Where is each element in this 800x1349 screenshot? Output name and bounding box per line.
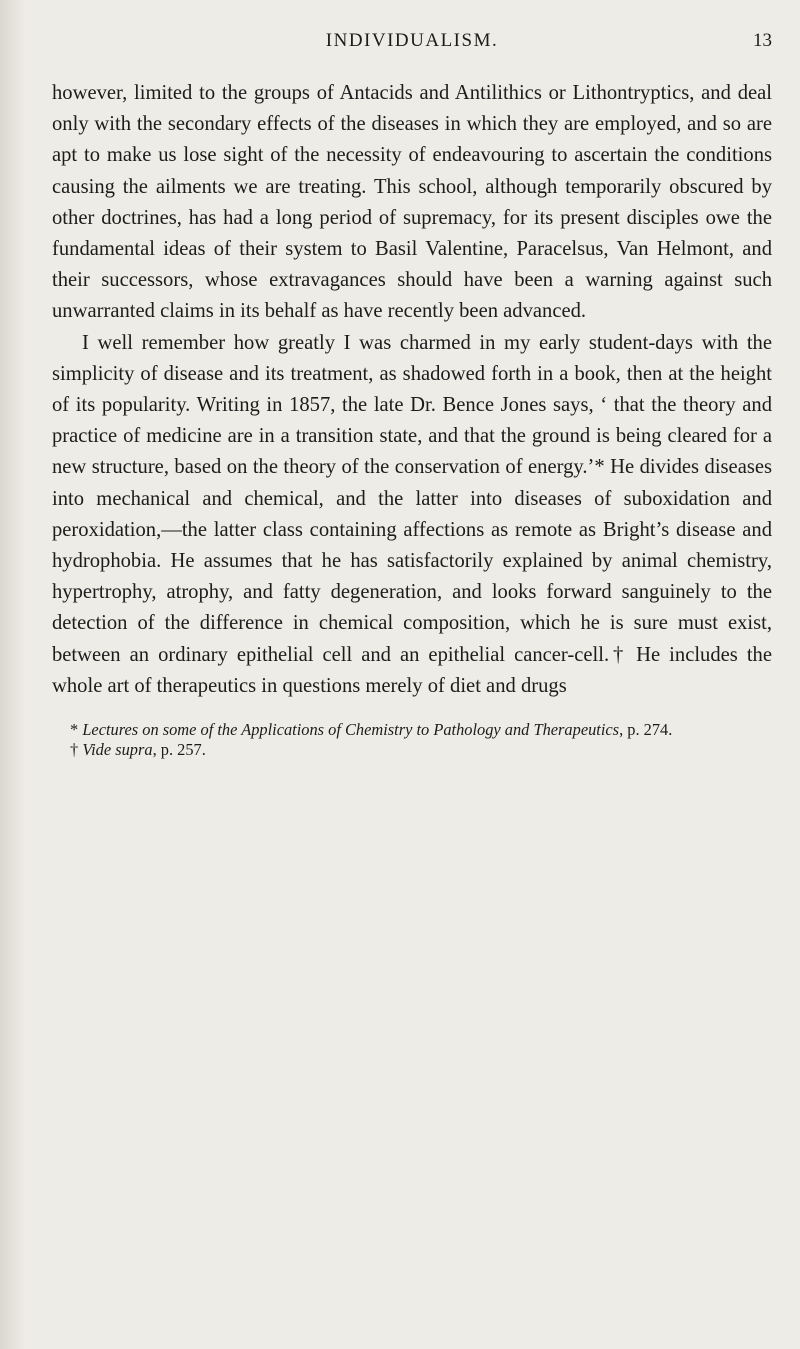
- running-head: [52, 22, 772, 56]
- footnote-title: Lectures on some of the Applications of Chemistry to Pathology and Therapeutics: [82, 720, 620, 740]
- paragraph: I well remember how greatly I was charmed in my early student-days with the simplicity of disease and its treatment, as shadowed forth in a book, then at the height of its popularity. Writing in 1857, the late Dr. Bence Jones says, ‘ that the theory and practice of medicine are in a transition state, and that the ground is being cleared for a new structure, based on the theory of the conservation of energy.’* He divides diseases into mechanical and chemical, and the latter into diseases of suboxidation and peroxidation,—the latter class containing affections as remote as Bright’s disease and hydrophobia. He assumes that he has satisfactorily explained by animal chemistry, hypertrophy, atrophy, and fatty degeneration, and looks forward sanguinely to the detection of the difference in chemical composition, which he is sure must exist, between an ordinary epithelial cell and an epithelial cancer-cell.† He includes the whole art of therapeutics in questions merely of diet and drugs: [52, 331, 772, 697]
- footnote: [52, 740, 772, 760]
- body-text: [52, 78, 772, 702]
- paragraph: however, limited to the groups of Antacids and Antilithics or Lithontryptics, and deal only with the secondary effects of the diseases in which they are employed, and so are apt to make us lose sight of the necessity of endeavouring to ascertain the conditions causing the ailments we are treating. This school, although temporarily obscured by other doctrines, has had a long period of supremacy, for its present disciples owe the fundamental ideas of their system to Basil Valentine, Paracelsus, Van Helmont, and their successors, whose extravagances should have been a warning against such unwarranted claims in its behalf as have recently been advanced.: [52, 82, 772, 323]
- footnote-mark: †: [70, 740, 79, 760]
- footnote-page: , p. 274.: [619, 720, 673, 740]
- footnotes: [52, 720, 772, 760]
- page-number: 13: [753, 30, 772, 51]
- book-page: [52, 22, 772, 760]
- running-title: INDIVIDUALISM.: [325, 30, 499, 51]
- page-gutter-shadow: [0, 0, 26, 1349]
- footnote: [52, 720, 772, 740]
- footnote-page: , p. 257.: [152, 740, 206, 760]
- footnote-mark: *: [70, 720, 79, 740]
- footnote-title: Vide supra: [82, 740, 153, 760]
